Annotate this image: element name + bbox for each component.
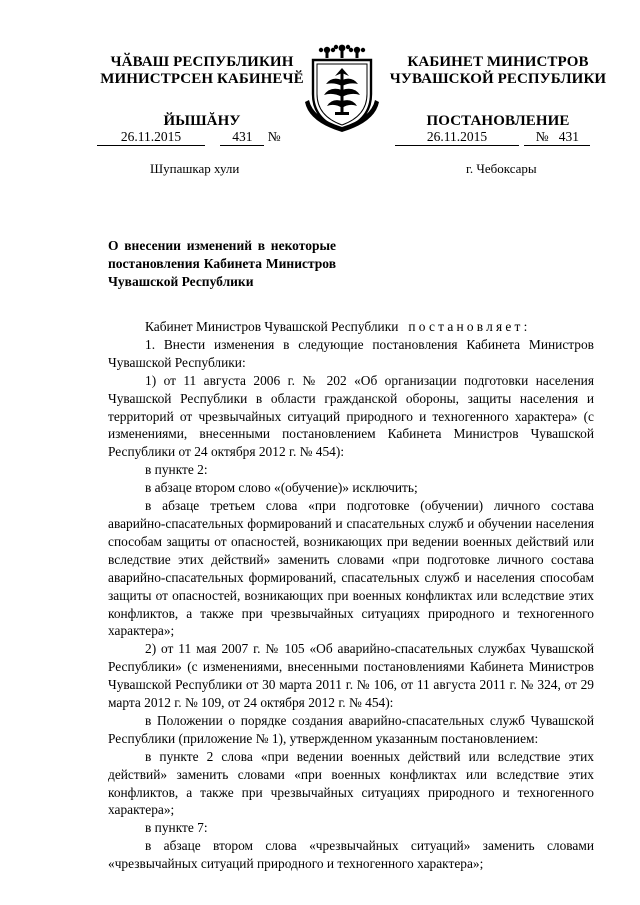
body-paragraph: в абзаце втором слово «(обучение)» исключить; <box>145 480 418 496</box>
date-right: 26.11.2015 <box>395 129 519 146</box>
body-paragraph: 1. Внести изменения в следующие постановления Кабинета Министров Чувашской Республики: <box>108 336 594 370</box>
body-paragraph: в абзаце третьем слова «при подготовке (обучении) личного состава аварийно-спасательных формирований и спасательных служб и обучении населения способам защиты от опасностей, возникающих при ведении военных действий или вследствие этих действий» заменить словами «при подготовке личного состава аварийно-спасательных формирований, спасательных служб и населения способам защиты от опасностей, возникающих при военных конфликтах или вследствие этих конфликтов, а также при чрезвычайных ситуациях природного и техногенного характера»; <box>108 498 594 639</box>
header-left-line1: ЧӐВАШ РЕСПУБЛИКИН <box>110 54 294 70</box>
number-line-right <box>395 129 590 147</box>
intro-paragraph <box>108 318 594 336</box>
number-line-left <box>97 129 281 147</box>
intro-lead: Кабинет Министров Чувашской Республики <box>145 319 399 334</box>
header-right-line2: ЧУВАШСКОЙ РЕСПУБЛИКИ <box>389 71 607 87</box>
place-right: г. Чебоксары <box>466 161 537 176</box>
body-paragraph: 2) от 11 мая 2007 г. № 105 «Об аварийно-спасательных службах Чувашской Республики» (с изменениями, внесенными постановлениями Кабинета Министров Чувашской Республики от 30 марта 2011 г. № 106, от 11 августа 2011 г. № 324, от 29 марта 2012 г. № 109, от 24 октября 2012 г. № 454): <box>108 641 594 711</box>
header-left-line2: МИНИСТРСЕН КАБИНЕЧӖ <box>100 71 304 87</box>
header-right-line1: КАБИНЕТ МИНИСТРОВ <box>407 54 589 70</box>
body-paragraph: в абзаце втором слова «чрезвычайных ситуаций» заменить словами «чрезвычайных ситуаций природного и техногенного характера»; <box>108 838 594 872</box>
document-body <box>108 318 594 873</box>
body-paragraph: в Положении о порядке создания аварийно-спасательных служб Чувашской Республики (приложение № 1), утвержденном указанным постановлением: <box>108 712 594 746</box>
place-left: Шупашкар хули <box>150 161 240 176</box>
document-subject: О внесении изменений в некоторые постановления Кабинета Министров Чувашской Республики <box>108 238 336 289</box>
body-paragraph: 1) от 11 августа 2006 г. № 202 «Об организации подготовки населения Чувашской Республики в области гражданской обороны, защиты населения и территорий от чрезвычайных ситуаций природного и техногенного характера» (с изменениями, внесенными постановлением Кабинета Министров Чувашской Республики от 24 октября 2012 г. № 454): <box>108 372 594 460</box>
chuvash-emblem-icon <box>299 42 385 134</box>
doc-number-right-value: 431 <box>558 129 579 144</box>
header-left <box>87 54 317 130</box>
header-left-doctype: ЙЫШĂНУ <box>163 113 241 129</box>
body-paragraph: в пункте 2: <box>145 462 208 478</box>
doc-number-right <box>524 129 590 146</box>
header-right-doctype: ПОСТАНОВЛЕНИЕ <box>426 113 570 129</box>
header-right <box>383 54 613 130</box>
intro-verb: постановляет: <box>408 319 531 334</box>
body-paragraph: в пункте 2 слова «при ведении военных действий или вследствие этих действий» заменить словами «при военных конфликтах или вследствие этих конфликтов, а также при чрезвычайных ситуациях природного и техногенного характера»; <box>108 748 594 818</box>
number-sign-right: № <box>535 129 549 144</box>
doc-number-left: 431 <box>220 129 264 146</box>
number-sign-left: № <box>267 129 281 144</box>
date-left: 26.11.2015 <box>97 129 205 146</box>
body-paragraph: в пункте 7: <box>145 820 208 836</box>
